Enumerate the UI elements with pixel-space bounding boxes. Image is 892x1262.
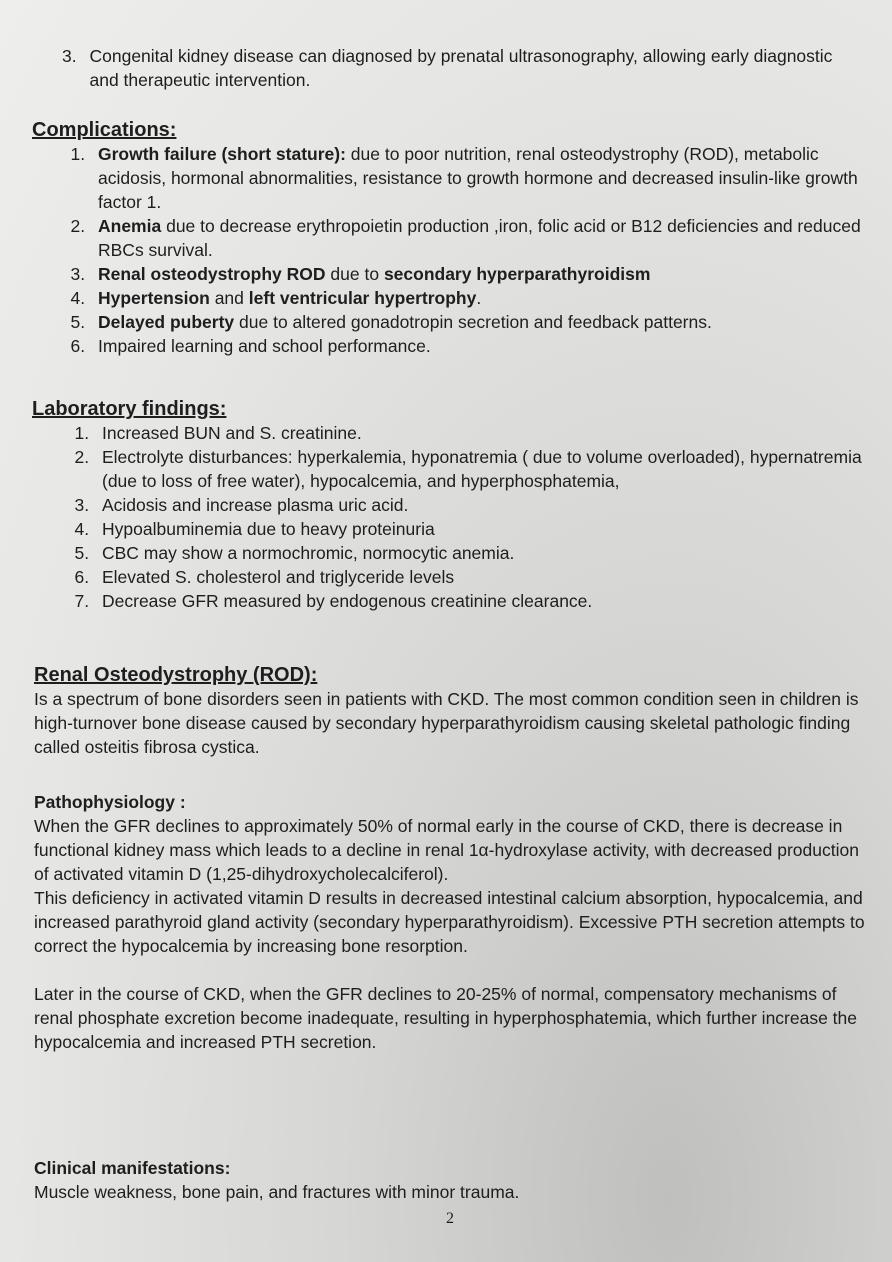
intro-list-item	[62, 44, 868, 92]
lab-section	[32, 397, 870, 613]
list-item: 3. Renal osteodystrophy ROD due to secondary hyperparathyroidism	[90, 262, 870, 286]
list-item: 4. Hypoalbuminemia due to heavy proteinuria	[94, 517, 870, 541]
list-item: 5. Delayed puberty due to altered gonadotropin secretion and feedback patterns.	[90, 310, 870, 334]
pathophysiology-paragraph-1: When the GFR declines to approximately 50% of normal early in the course of CKD, there is decrease in functional kidney mass which leads to a decline in renal 1α-hydroxylase activity, with decreased production of activated vitamin D (1,25-dihydroxycholecalciferol).	[34, 816, 859, 884]
list-item: 6. Elevated S. cholesterol and triglyceride levels	[94, 565, 870, 589]
lab-list	[32, 421, 870, 613]
pathophysiology-paragraph-3: Later in the course of CKD, when the GFR declines to 20-25% of normal, compensatory mechanisms of renal phosphate excretion become inadequate, resulting in hyperphosphatemia, which further increase the hypocalcemia and increased PTH secretion.	[34, 984, 858, 1052]
rod-heading: Renal Osteodystrophy (ROD):	[34, 664, 318, 686]
list-item: 6. Impaired learning and school performance.	[90, 334, 870, 358]
pathophysiology-paragraph-2: This deficiency in activated vitamin D results in decreased intestinal calcium absorption, hypocalcemia, and increased parathyroid gland activity (secondary hyperparathyroidism). Excessive PTH secretion attempts to correct the hypocalcemia by increasing bone resorption.	[34, 888, 865, 956]
list-item: 7. Decrease GFR measured by endogenous creatinine clearance.	[94, 589, 870, 613]
rod-section	[34, 663, 870, 759]
clinical-heading: Clinical manifestations:	[34, 1158, 231, 1178]
list-item: 4. Hypertension and left ventricular hypertrophy.	[90, 286, 870, 310]
lab-heading: Laboratory findings:	[32, 398, 227, 420]
complications-section	[32, 118, 870, 358]
complications-heading: Complications:	[32, 119, 177, 141]
clinical-section	[34, 1156, 870, 1204]
clinical-text: Muscle weakness, bone pain, and fractures with minor trauma.	[34, 1182, 520, 1202]
pathophysiology-section	[34, 790, 870, 1054]
list-item: 1. Increased BUN and S. creatinine.	[94, 421, 870, 445]
rod-text: Is a spectrum of bone disorders seen in patients with CKD. The most common condition seen in children is high-turnover bone disease caused by secondary hyperparathyroidism causing skeletal pathologic finding called osteitis fibrosa cystica.	[34, 689, 859, 757]
intro-item-text: Congenital kidney disease can diagnosed by prenatal ultrasonography, allowing early diagnostic and therapeutic intervention.	[89, 46, 833, 90]
pathophysiology-heading: Pathophysiology :	[34, 792, 186, 812]
list-item: 2. Electrolyte disturbances: hyperkalemia, hyponatremia ( due to volume overloaded), hypernatremia (due to loss of free water), hypocalcemia, and hyperphosphatemia,	[94, 445, 870, 493]
complications-list	[32, 142, 870, 358]
list-item: 2. Anemia due to decrease erythropoietin production ,iron, folic acid or B12 deficiencies and reduced RBCs survival.	[90, 214, 870, 262]
list-item: 5. CBC may show a normochromic, normocytic anemia.	[94, 541, 870, 565]
list-item: 1. Growth failure (short stature): due to poor nutrition, renal osteodystrophy (ROD), metabolic acidosis, hormonal abnormalities, resistance to growth hormone and decreased insulin-like growth factor 1.	[90, 142, 870, 214]
page-number: 2	[446, 1210, 454, 1227]
list-item: 3. Acidosis and increase plasma uric acid.	[94, 493, 870, 517]
intro-item-number: 3.	[62, 46, 77, 66]
